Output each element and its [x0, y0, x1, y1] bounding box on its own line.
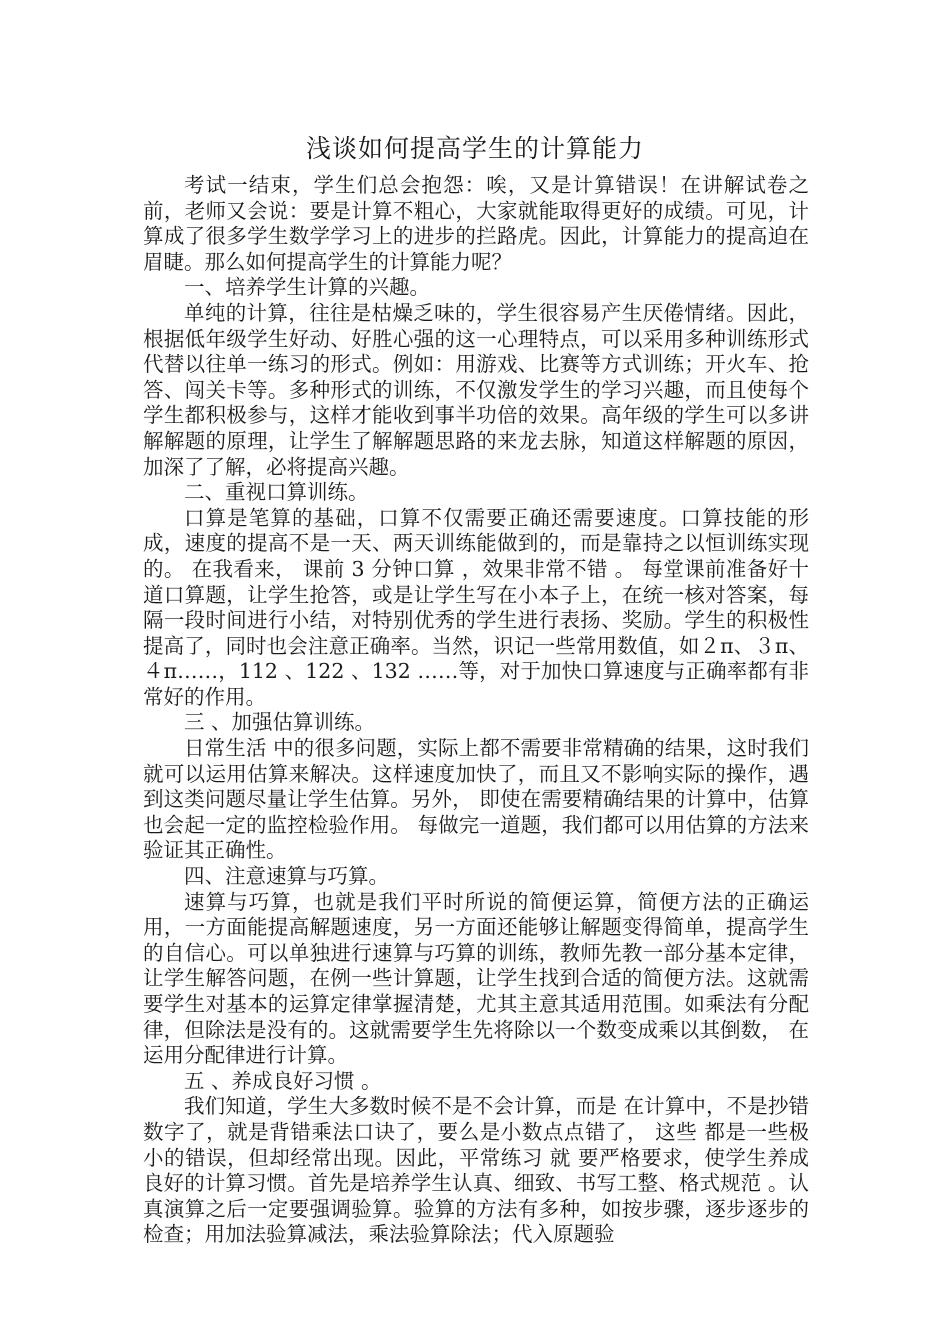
document-title: 浅谈如何提高学生的计算能力	[305, 134, 644, 163]
document-body	[143, 173, 809, 1248]
section-body-2: 口算是笔算的基础，口算不仅需要正确还需要速度。口算技能的形成，速度的提高不是一天、两天训练能做到的，而是靠持之以恒训练实现的。 在我看来， 课前 3 分钟口算 ，效果非常不错 。 每堂课前准备好十道口算题，让学生抢答，或是让学生写在小本子上，在统一核对答案，每隔一段时间进行小结，对特别优秀的学生进行表扬、奖励。学生的积极性提高了，同时也会注意正确率。当然，识记一些常用数值，如２π、３π、４π……，112 、122 、132 ……等，对于加快口算速度与正确率都有非常好的作用。	[143, 505, 809, 709]
section-body-5: 我们知道，学生大多数时候不是不会计算，而是 在计算中，不是抄错数字了，就是背错乘法口诀了，要么是小数点点错了， 这些 都是一些极小的错误，但却经常出现。因此，平常练习 就 要严格要求，使学生养成良好的计算习惯。首先是培养学生认真、细致、书写工整、格式规范 。认真演算之后一定要强调验算。验算的方法有多种，如按步骤，逐步逐步的检查；用加法验算减法，乘法验算除法；代入原题验	[143, 1094, 809, 1247]
section-body-4: 速算与巧算，也就是我们平时所说的简便运算，简便方法的正确运用，一方面能提高解题速度，另一方面还能够让解题变得简单，提高学生的自信心。可以单独进行速算与巧算的训练，教师先教一部分基本定律，让学生解答问题，在例一些计算题，让学生找到合适的简便方法。这就需要学生对基本的运算定律掌握清楚，尤其主意其适用范围。如乘法有分配律，但除法是没有的。这就需要学生先将除以一个数变成乘以其倒数， 在运用分配律进行计算。	[143, 889, 809, 1068]
section-heading-5: 五 、养成良好习惯 。	[184, 1068, 382, 1093]
section-body-3: 日常生活 中的很多问题，实际上都不需要非常精确的结果，这时我们就可以运用估算来解决。这样速度加快了，而且又不影响实际的操作，遇到这类问题尽量让学生估算。另外， 即使在需要精确结果的计算中，估算也会起一定的监控检验作用。 每做完一道题，我们都可以用估算的方法来验证其正确性。	[143, 736, 809, 863]
section-heading-2: 二、重视口算训练。	[184, 480, 369, 505]
section-body-1: 单纯的计算，往往是枯燥乏味的，学生很容易产生厌倦情绪。因此，根据低年级学生好动、好胜心强的这一心理特点，可以采用多种训练形式代替以往单一练习的形式。例如：用游戏、比赛等方式训练；开火车、抢答、闯关卡等。多种形式的训练，不仅激发学生的学习兴趣，而且使每个学生都积极参与，这样才能收到事半功倍的效果。高年级的学生可以多讲解解题的原理，让学生了解解题思路的来龙去脉，知道这样解题的原因，加深了了解，必将提高兴趣。	[143, 300, 809, 479]
section-heading-3: 三 、加强估算训练。	[184, 710, 376, 735]
section-heading-4: 四、注意速算与巧算。	[184, 864, 389, 889]
section-heading-1: 一、培养学生计算的兴趣。	[184, 275, 430, 300]
intro-paragraph: 考试一结束，学生们总会抱怨：唉，又是计算错误！在讲解试卷之前，老师又会说：要是计算不粗心，大家就能取得更好的成绩。可见，计算成了很多学生数学学习上的进步的拦路虎。因此，计算能力的提高迫在眉睫。那么如何提高学生的计算能力呢？	[143, 173, 809, 274]
